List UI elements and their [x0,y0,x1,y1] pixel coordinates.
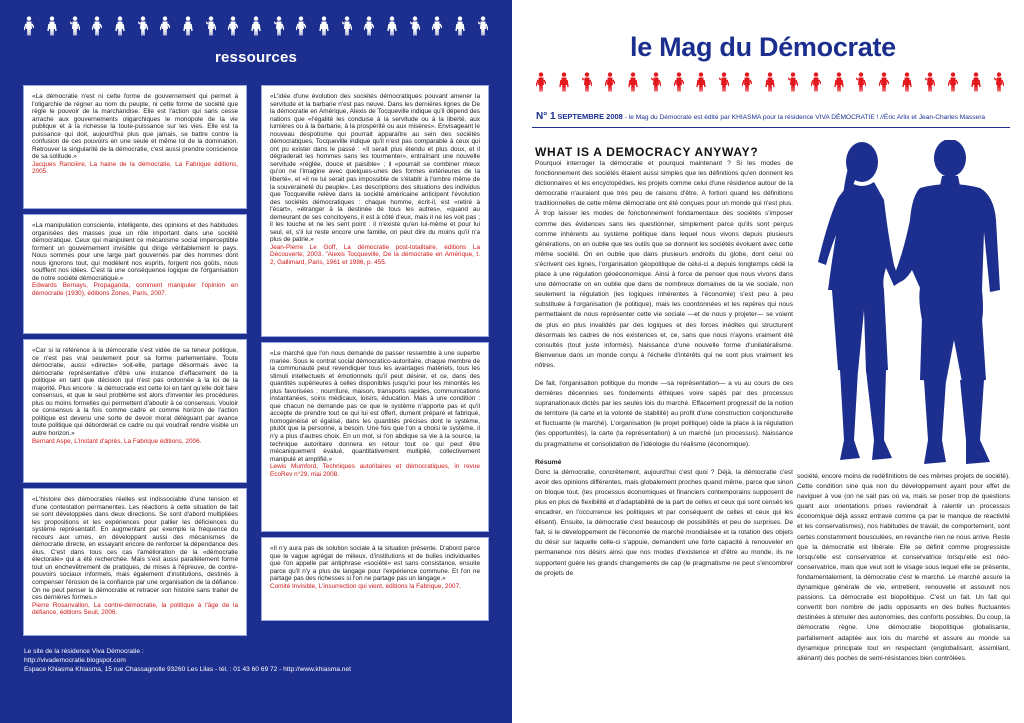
person-figure-icon [381,14,404,36]
article-title: WHAT IS A DEMOCRACY ANYWAY? [535,145,759,159]
person-figure-icon [827,70,850,92]
magazine-title: le Mag du Démocrate [630,32,896,62]
quote-text: «La démocratie n'est ni cette forme de gouvernement qui permet à l'oligarchie de régner au nom du peuple, ni cette forme de société que règle le pouvoir de la marchandise. Elle est l'action qui sans cesse arrache aux gouvernements oligarchiques le monopole de la vie publique et à la richesse la toute-puissance sur les vies. Elle est la puissance qui doit, aujourd'hui plus que jamais, se battre contre la confusion de ces pouvoirs en une seule et même loi de la domination. Retrouver la singularité de la démocratie, c'est aussi prendre conscience de sa solitude.» [32,93,238,161]
person-figure-icon [358,14,381,36]
quote-text: «Il n'y aura pas de solution sociale à la situation présente. D'abord parce que le vague agrégat de milieux, d'institutions et de bulles individuelles que l'on appelle par antiphrase «société» est sans consistance, ensuite parce qu'il n'y a plus de langage pour l'expérience commune. Et l'on ne partage pas des richesses si l'on ne partage pas un langage.» [270,545,480,583]
quote-box-3 [24,340,246,482]
person-figure-icon [736,70,759,92]
issue-number: N° 1 [536,111,556,122]
person-figure-icon [599,70,622,92]
article-paragraph: Pourquoi interroger la démocratie et pourquoi maintenant ? Si les modes de fonctionnement des sociétés étaient aussi simples que les définitions qu'en donnent les dictionnaires et les encyclopédies, les projets comme celui d'une résidence autour de la démocratie n'auraient que très peu de raisons d'être. A fortiori quand les définitions traditionnelles de cette même démocratie ont été conçues pour un monde qui n'est plus. À trop laisser les modes de fonctionnement fondamentaux des sociétés s'imposer comme des évidences sans les questionner, simplement parce qu'ils sont perçus comme inhérents au système politique dans lequel nous vivons depuis plusieurs générations, on en oublie que les outils que se donnent les sociétés évoluent avec cette même société. On en oublie que dans plusieurs endroits du globe, dont celui où s'écrivent ces lignes, l'organisation géopolitique de celui-ci a depuis longtemps cédé la place à une régulation géoéconomique. Ainsi à force de penser que nous vivons dans une démocratie on en oublie que dans de nombreux domaines de la vie sociale, non seulement la régulation (les logiques inhérentes à l'économie) s'est peu à peu substituée à l'organisation (le politique), mais les coordonnées et les repères qui nous permettaient de nous représenter cette vie sociale —et de nous y projeter— se voient de plus en plus invalidés par des logiques et des forces inédites qui structurent désormais les cadres de nos existences et, ce, sans que nous n'ayons vraiment été consultés (tout juste informés). Naissance d'une nouvelle forme d'unilatéralisme. Bienvenue dans un monde conçu à l'échelle d'intérêts qui ne sont plus vraiment les nôtres. [535,160,793,369]
quote-text: «L'idée d'une évolution des sociétés démocratiques pouvant amener la servitude et la barbarie n'est pas neuve. Dans les dernières lignes de De la démocratie en Amérique, Alexis de Tocqueville indique qu'il dépend des nations que «l'égalité les conduise à la servitude ou à la liberté, aux lumières ou à la barbarie, à la prospérité ou aux misères». Envisageant le nouveau despotisme qui pourrait apparaître au sein des sociétés démocratiques, Tocqueville indique qu'il n'est pas comparable à ceux qui ont pu exister dans le passé : «Il serait plus étendu et plus doux, et il dégraderait les hommes sans les tourmenter», entraînant une nouvelle servitude «réglée, douce et paisible» ; il «pourrait se combiner mieux qu'on ne l'imagine avec quelques-unes des formes extérieures de la liberté», et «il ne lui serait pas impossible de s'établir à l'ombre même de la souveraineté du peuple». Les descriptions des situations des individus que Tocqueville relève dans la société américaine anticipent l'évolution des sociétés démocratiques : chaque homme, écrit-il, est «retiré à l'écart», «étranger à la destinée de tous les autres», «quand au demeurant de ses concitoyens, il est à côté d'eux, mais il ne les voit pas ; il les touche et ne les sent point : il n'existe qu'en lui-même et pour lui seul, et, s'il lui reste encore une famille, on peut dire du moins qu'il n'a plus de patrie.» [270,93,480,244]
quote-box-7 [262,538,488,620]
footer-line-1: Le site de la résidence Viva Démocratie : [24,648,144,655]
person-figure-icon [154,14,177,36]
person-figure-icon [873,70,896,92]
person-figure-icon [86,14,109,36]
person-figure-icon [199,14,222,36]
footer-address: Espace Khiasma Khiasma, 15 rue Chassagnolle 93260 Les Lilas - tél. : 01 43 60 69 72 - http://www.khiasma.net [24,666,351,673]
person-figure-icon [403,14,426,36]
quote-text: «Car si la référence à la démocratie s'est vidée de sa teneur politique, ce n'est pas vrai seulement pour sa forme parlementaire. Toute démocratie, aussi «directe» soit-elle, partage désormais avec la démocratie représentative d'être une instance d'effacement de la politique en tant que décision qui n'est pas ordonnée à la loi de la majorité. Plus encore : la démocratie est cette loi en tant qu'elle doit faire consensus, et que le seul problème est alors d'inventer les procédures plus ou moins formelles qui permettent d'aboutir à ce consensus. Vouloir ce consensus à la fois comme cadre et comme horizon de l'action politique est devenu une sorte de devoir moral déléguant par avance toute politique qui déborderait ce cadre ou qui voudrait rendre visible un autre horizon.» [32,347,238,438]
person-figure-icon [644,70,667,92]
section-title: ressources [214,49,298,66]
person-figure-icon [576,70,599,92]
quote-text: «L'histoire des démocraties réelles est indissociable d'une tension et d'une contestation permanentes. Les réactions à cette situation de fait se sont développées dans deux directions. Se sont d'abord multipliées les propositions et les expériences pour pallier les déficiences du système représentatif. En augmentant par exemple la fréquence du recours aux urnes, en développant aussi des mécanismes de démocratie directe, en essayant encore de renforcer la dépendance des élus. C'est dans tous ces cas l'amélioration de la «démocratie électorale» qui a été recherchée. Mais s'est aussi parallèlement formé tout un enchevêtrement de pratiques, de mises à l'épreuve, de contre-pouvoirs sociaux informels, mais également d'institutions, destinés à compenser l'érosion de la confiance par une organisation de la défiance. On ne peut penser la démocratie et retracer son histoire sans traiter de ces dernières formes.» [32,496,238,602]
person-figure-icon [335,14,358,36]
quote-box-6 [262,343,488,531]
person-figure-icon [426,14,449,36]
quote-source: Edwards Bernays, Propaganda, comment manipuler l'opinion en démocratie (1930), éditions Zones, Paris, 2007. [32,282,238,297]
quote-text: «La manipulation consciente, intelligente, des opinions et des habitudes organisées des masses joue un rôle important dans une société démocratique. Ceux qui manipulent ce mécanisme social imperceptible forment un gouvernement invisible qui dirige véritablement le pays. Nous sommes pour une large part gouvernés par des hommes dont nous ignorons tout, qui modèlent nos esprits, forgent nos goûts, nous soufflent nos idées. C'est là une conséquence logique de l'organisation de notre société démocratique.» [32,222,238,282]
person-figure-icon [290,14,313,36]
person-figure-icon [177,14,200,36]
person-figure-icon [63,14,86,36]
person-figure-icon [941,70,964,92]
article-paragraph: société, encore moins de redéfinitions de ces mêmes projets de société). Cette condition sine qua non du développement ayant pour effet de naviguer à vue (on ne sait pas où va, mais se poser trop de questions quant aux orientations prises reviendrait à ralentir un processus économique déjà assez entravé comme ça par le manque de réactivité et les conservatismes), nos habitudes de travail, de comportement, sont certes constamment bousculées, en revanche rien ne nous arrive. Reste que la démocratie est libérale. Elle se définit comme progressiste lorsqu'elle est conservatrice et conservatrice lorsqu'elle est néo-conservatrice, mais que veut soit le visage sous lequel elle se présente, fondamentalement, la démocratie c'est le marché. Le marché assure la dynamique générale de vie, entretient, renouvelle et assouvit nos passions. La démocratie est biopolitique. C'est un fait. Un fait qui convertit bon nombre de jadis opposants en des bulles fluctuantes destinées à stimuler des autonomies, des conforts possibles. Du coup, la démocratie règne. Une démocratie biopolitique globalisante, parfaitement adaptée aux lois du marché et assure au monde sa dynamique principale tout en respectant (englobalisant, assimilant, aliénant) des poches de semi-résistances bien contrôlées. [797,473,1010,662]
figure-strip-top [18,14,494,36]
person-figure-icon [267,14,290,36]
person-figure-icon [919,70,942,92]
couple-silhouette-image [800,140,1010,470]
person-figure-icon [18,14,41,36]
quote-source: Bernard Aspe, L'instant d'après, La Fabrique éditions, 2006. [32,437,202,445]
person-figure-icon [131,14,154,36]
resume-heading: Résumé [535,458,562,466]
person-figure-icon [690,70,713,92]
person-figure-icon [804,70,827,92]
figure-strip-red [530,70,1010,92]
person-figure-icon [109,14,132,36]
person-figure-icon [471,14,494,36]
quote-source: Pierre Rosanvallon, La contre-démocratie, la politique à l'âge de la défiance, éditions Seuil, 2006. [32,601,238,617]
person-figure-icon [41,14,64,36]
divider [532,127,1010,128]
person-figure-icon [896,70,919,92]
issue-note: - le Mag du Démocrate est édité par KHIASMA pour la résidence VIVA DÉMOCRATIE ! //Éric Arlix et Jean-Charles Massera [624,114,986,121]
person-figure-icon [530,70,553,92]
quote-source: Comité Invisible, L'insurrection qui vient, éditions la Fabrique, 2007. [270,582,461,590]
quote-source: Lewis Mumford, Techniques autoritaires et démocratiques, in revue EcoRev n°29, mai 2008. [270,463,480,478]
quote-box-2 [24,215,246,333]
person-figure-icon [245,14,268,36]
issue-date: SEPTEMBRE 2008 [557,112,623,121]
person-figure-icon [313,14,336,36]
person-figure-icon [449,14,472,36]
footer-site-link[interactable]: http://vivademocratie.blogspot.com [24,657,126,664]
person-figure-icon [987,70,1010,92]
person-figure-icon [781,70,804,92]
person-figure-icon [759,70,782,92]
person-figure-icon [850,70,873,92]
quote-source: Jean-Pierre Le Goff, La démocratie post-totalitaire, éditions La Découverte, 2003. "Alexis Tocqueville, De la démocratie en Amérique, t. 2, Gallimard, Paris, 1961 et 1986, p. 455. [270,243,480,267]
quote-box-1 [24,86,246,208]
footer-contact [24,647,351,674]
article-paragraph: De fait, l'organisation politique du monde —sa représentation— a vu au cours de ces dernières décennies ses fondements éthiques voire sapés par des processus supranationaux dictés par les seules lois du marché. Effacement progressif de la notion de territoire (la carte et la volonté de stabilité) au profit d'une construction conjoncturelle et fluctuante (le marché). L'organisation (le projet politique) cède la place à la régulation (les opportunités), la carte (la représentation) à un marché (un processus). Naissance du pragmatisme et consolidation de l'idéologie du réalisme (économique). [535,379,793,448]
quote-box-4 [24,489,246,635]
person-figure-icon [222,14,245,36]
right-page [512,0,1024,723]
person-figure-icon [964,70,987,92]
quote-text: «Le marché que l'on nous demande de passer ressemble à une superbe mariée. Sous le contrat social démocratico-autoritaire, chaque membre de la communauté peut revendiquer tous les avantages matériels, tous les stimuli intellectuels et émotionnels qu'il peut désirer, et ce, dans des quantités supérieures à celles disponibles jusqu'ici pour les minorités les plus favorisées : nourriture, maison, transports rapides, communications instantanées, soins médicaux, loisirs, éducation. Mais à une condition : que chacun ne demande pas ce que le système n'apporte pas et qu'il accepte de prendre tout ce qui lui est offert, dument préparé et fabriqué, homogénéisé et égalisé, dans les quantités précises dont le système, plutôt que la personne, a besoin. Une fois que l'on a choisi le système, il n'y a plus d'autres choix. En un mot, si l'on abdique sa vie à la source, la technique autoritaire donnera en retour tout ce qui peut être mécaniquement évalué, quantitativement multiplié, collectivement manipulé et amplifié.» [270,350,480,463]
article-paragraph: Donc la démocratie, concrètement, aujourd'hui c'est quoi ? Déjà, la démocratie c'est avoir des opinions différentes, mais globalement proches quand même, parce que sinon on bloque tout, (les processus économiques et financiers contemporains supposent de plus en plus de flexibilité et d'adaptabilité de la part de celles et ceux qui sont censés les encadrer, en l'occurrence les politiques et par conséquent de celles et ceux qui les élisent). Ensuite, la démocratie c'est beaucoup de possibilités et peu de surprises. De fait, si le développement de l'économie de marché mondialisée et la rotation des objets du désir sur laquelle celle-ci s'appuie, demandent une forte capacité à renouveler en permanence nos désirs ainsi que nos modes d'existence et d'être au monde, ils ne supportent guère les grands changements de cap (le pragmatisme ne peut s'encombrer de projets de [535,468,793,577]
issue-line [536,111,985,122]
article-column-1 [535,159,793,587]
quote-source: Jacques Rancière, La haine de la démocratie, La Fabrique éditions, 2005. [32,160,238,176]
person-figure-icon [553,70,576,92]
person-figure-icon [713,70,736,92]
person-figure-icon [621,70,644,92]
person-figure-icon [667,70,690,92]
article-column-2 [797,472,1010,672]
quote-box-5 [262,86,488,336]
